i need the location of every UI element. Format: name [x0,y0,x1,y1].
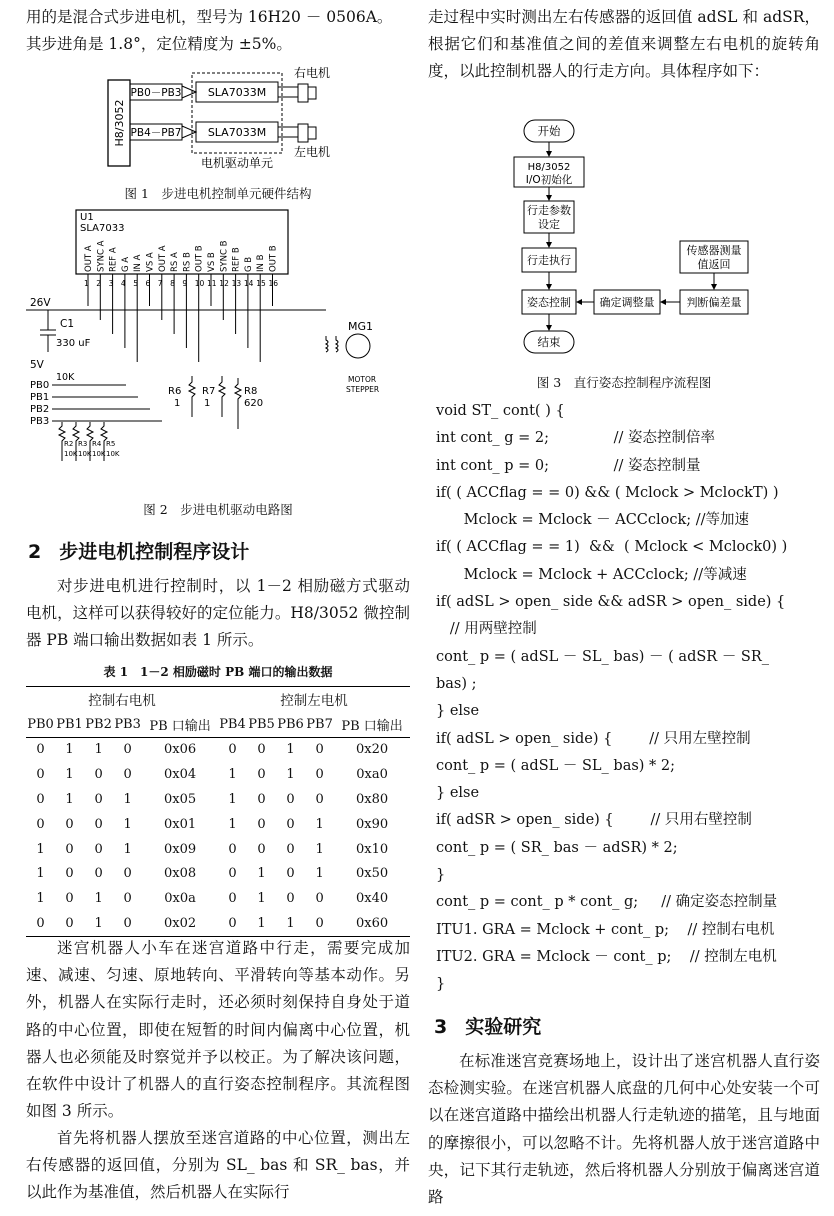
table-group-left: 控制左电机 [218,687,410,712]
table-cell: 1 [65,792,74,808]
table-cell: 0 [315,792,324,808]
r8-value: 620 [244,398,264,409]
table-cell: 0 [228,841,237,857]
left-motor-shape [298,124,308,142]
table-cell: 0x09 [163,841,197,857]
chip-pin-label: G B [243,256,254,272]
section-2-number: 2 [28,541,42,563]
port-label: PB0 [30,380,50,391]
chip-pin-label: REF A [108,247,119,272]
pull-down-resistor-label: R4 [92,440,102,448]
code-line: } [436,976,446,993]
intro-line-1: 用的是混合式步进电机，型号为 16H20 － 0506A。 [26,8,393,26]
pull-down-resistor-value: 10K [78,450,92,458]
table-cell: 0 [257,742,266,758]
driver-unit-box [192,73,282,153]
flow-init-text-1: H8/3052 [527,162,571,173]
flow-param-text-1: 行走参数 [527,204,571,217]
table-cell: 1 [315,866,324,882]
table-cell: 0x10 [355,841,389,857]
code-line: int cont_ p = 0; // 姿态控制量 [436,457,701,474]
r6-label: R6 [168,386,182,397]
chip-pin-number: 5 [133,279,138,288]
chip-pin-label: SYNC A [96,240,107,272]
r6-value: 1 [174,398,181,409]
table-cell: 0 [94,767,103,783]
table-cell: 0 [286,866,295,882]
flow-attitude-text: 姿态控制 [527,296,571,309]
chip-pin-label: VS A [145,252,156,272]
table-cell: 0x90 [355,816,389,832]
chip-pin-label: OUT A [157,245,168,272]
table-cell: 0 [55,911,84,936]
r7-value: 1 [204,398,211,409]
port-labels [30,380,162,427]
table-column-header: PB2 [84,712,113,737]
table-cell: 0x20 [355,742,389,758]
table-cell: 0x04 [163,767,197,783]
code-line: Mclock = Mclock + ACCclock; //等减速 [436,566,747,583]
chip-name: SLA7033 [80,223,125,234]
code-line: cont_ p = cont_ p * cont_ g; // 确定姿态控制量 [436,894,778,911]
pull-down-resistor-label: R2 [64,440,74,448]
code-line: } else [436,785,480,802]
chip-ref: U1 [80,212,94,223]
chip-pin-number: 7 [157,279,163,288]
section-2-title: 步进电机控制程序设计 [59,541,250,563]
table-cell: 0 [286,792,295,808]
paragraph-realtime-sensor: 走过程中实时测出左右传感器的返回值 adSL 和 adSR，根据它们和基准值之间的差值来调整左右电机的旋转角度，以此控制机器人的行走方向。具体程序如下： [428,8,820,81]
table-cell: 0 [286,891,295,907]
code-line: if( ( ACCflag = = 0) && ( Mclock > MclockT) ) [436,484,779,501]
table-row [26,886,410,911]
figure-3-flowchart [428,114,820,364]
table-cell: 0x40 [355,891,389,907]
flow-sensor-text-1: 传感器测量 [686,244,742,257]
chip-pin-number: 4 [120,279,126,288]
table-cell: 1 [94,742,103,758]
chip-pin-label: OUT B [268,245,279,272]
driver-a-label: SLA7033M [207,86,267,99]
chip-pin-number: 9 [182,279,188,288]
table-cell: 0 [36,742,45,758]
chip-pin-number: 15 [256,279,266,288]
table-cell: 1 [257,891,266,907]
code-line: int cont_ g = 2; // 姿态控制倍率 [436,430,715,447]
pull-down-resistor-label: R3 [78,440,88,448]
flow-sensor-text-2: 值返回 [697,258,731,271]
pull-down-resistor-value: 10K [106,450,120,458]
table-cell: 0 [257,792,266,808]
table-row [26,787,410,812]
motor-symbol [346,334,370,358]
table-cell: 1 [286,767,295,783]
chip-pin-number: 8 [170,279,175,288]
motor-label-1: MOTOR [348,375,377,384]
section-2-heading [28,537,249,564]
figure-2-caption: 图 2 步进电机驱动电路图 [143,502,293,517]
table-cell: 0 [228,891,237,907]
code-line: // 用两壁控制 [436,621,537,638]
table-cell: 0 [123,767,132,783]
chip-pins [84,240,279,362]
table-cell: 1 [228,816,237,832]
figure-1-caption: 图 1 步进电机控制单元硬件结构 [124,186,312,201]
code-line: Mclock = Mclock － ACCclock; //等加速 [436,512,750,529]
code-line: } else [436,703,480,720]
table-cell: 0 [65,816,74,832]
code-line: cont_ p = ( adSL － SL_ bas) * 2; [436,757,676,774]
code-line: cont_ p = ( adSL － SL_ bas) － ( adSR － SR_ [436,648,770,665]
table-cell: 1 [257,866,266,882]
chip-pin-label: IN B [256,254,267,272]
table-cell: 0 [218,911,247,936]
flow-param-text-2: 设定 [538,218,560,231]
paragraph-excitation: 对步进电机进行控制时，以 1－2 相励磁方式驱动电机，这样可以获得较好的定位能力。H8/3052 微控制器 PB 端口输出数据如表 1 所示。 [26,577,410,650]
chip-pin-label: SYNC B [219,240,230,272]
table-row [26,837,410,862]
table-cell: 0 [36,767,45,783]
table-row [26,911,410,936]
table-cell: 1 [315,841,324,857]
table-cell: 1 [36,841,45,857]
port-a-label: PB0－PB3 [130,87,182,99]
r8-label: R8 [244,386,258,397]
chip-pin-label: RS A [170,252,181,272]
c1-value: 330 uF [56,338,91,349]
figure-1-hardware-diagram [26,66,410,181]
left-motor-label: 左电机 [293,145,331,159]
table-cell: 0 [305,911,334,936]
chip-pin-number: 3 [108,279,114,288]
table-cell: 1 [228,792,237,808]
table-cell: 1 [247,911,276,936]
flow-exec-text: 行走执行 [527,254,571,267]
table-header-row [26,712,410,737]
table-row [26,812,410,837]
table-cell: 0 [94,792,103,808]
chip-pin-label: REF B [231,247,242,272]
pull-down-resistor-value: 10K [92,450,106,458]
table-cell: 0x05 [163,792,197,808]
table-cell: 1 [36,891,45,907]
intro-line-2: 其步进角是 1.8°，定位精度为 ±5%。 [26,35,292,53]
table-cell: 1 [94,891,103,907]
table-column-header: PB3 [113,712,142,737]
table-cell: 0 [65,891,74,907]
figure-2-circuit-diagram [26,206,410,491]
v26-label: 26V [30,297,51,309]
table-group-right: 控制右电机 [26,687,218,712]
pull-down-resistor-value: 10K [64,450,78,458]
table-column-header: PB 口输出 [334,712,410,737]
table-cell: 0 [26,911,55,936]
pull-down-resistors [59,422,120,461]
paragraph-experiment: 在标准迷宫竞赛场地上，设计出了迷宫机器人直行姿态检测实验。在迷宫机器人底盘的几何中心处安装一个可以在迷宫道路中描绘出机器人行走轨迹的描笔，且与地面的摩擦很小，可以忽略不计。先将机器人放于迷宫道路中央，记下其行走轨迹，然后将机器人分别放于偏离迷宫道路 [428,1052,820,1207]
flow-start-text: 开始 [537,124,561,138]
table-cell: 0 [65,866,74,882]
chip-pin-number: 16 [268,279,279,288]
table-cell: 0x0a [164,891,196,907]
table-cell: 0 [228,742,237,758]
table-column-header: PB1 [55,712,84,737]
table-row [26,762,410,787]
port-label: PB3 [30,416,50,427]
table-cell: 0 [286,841,295,857]
table-cell: 0 [315,891,324,907]
table-cell: 1 [65,742,74,758]
section-3-title: 实验研究 [465,1016,542,1038]
table-cell: 0 [315,767,324,783]
chip-pin-number: 2 [96,279,102,288]
table-cell: 0x01 [163,816,197,832]
table-cell: 1 [65,767,74,783]
table-cell: 0xa0 [356,767,388,783]
arrow-b [182,126,196,138]
table-cell: 0 [315,742,324,758]
chip-pin-label: OUT B [194,245,205,272]
table-1-title: 表 1 1－2 相励磁时 PB 端口的输出数据 [103,665,333,679]
table-cell: 1 [123,816,132,832]
table-column-header: PB6 [276,712,305,737]
table-cell: 0 [228,866,237,882]
table-cell: 1 [123,792,132,808]
table-cell: 1 [36,866,45,882]
chip-pin-number: 12 [219,279,229,288]
table-cell: 0x80 [355,792,389,808]
section-3-heading [434,1012,541,1039]
chip-pin-label: OUT A [84,245,94,272]
section-3-number: 3 [434,1016,448,1038]
table-cell: 1 [84,911,113,936]
table-cell: 0 [113,911,142,936]
chip-pin-label: G A [120,256,131,272]
table-cell: 1 [276,911,305,936]
code-line: bas) ; [436,675,477,692]
table-cell: 0x02 [142,911,218,936]
motor-label-2: STEPPER [346,385,380,394]
table-row [26,862,410,887]
table-cell: 0 [257,841,266,857]
chip-pin-number: 11 [207,279,217,288]
flow-adjust-text: 确定调整量 [599,296,655,309]
table-body [26,737,410,936]
table-cell: 0x06 [163,742,197,758]
chip-pin-label: VS B [207,252,217,272]
table-cell: 1 [315,816,324,832]
table-cell: 0 [94,841,103,857]
code-line: if( adSL > open_ side && adSR > open_ side) { [436,594,786,611]
table-column-header: PB5 [247,712,276,737]
table-cell: 0 [94,816,103,832]
chip-pin-label: IN A [133,254,144,272]
table-cell: 0 [123,742,132,758]
flow-end-text: 结束 [537,335,561,349]
chip-pin-number: 10 [194,279,205,288]
v5-label: 5V [30,359,44,371]
chip-pin-number: 14 [243,279,254,288]
chip-pin-number: 1 [84,279,89,288]
flow-judge-text: 判断偏差量 [686,296,742,309]
table-cell: 0 [36,816,45,832]
flow-init-text-2: I/O初始化 [525,174,573,186]
code-line: ITU2. GRA = Mclock － cont_ p; // 控制左电机 [436,948,777,965]
table-cell: 1 [228,767,237,783]
table-cell: 0 [257,816,266,832]
chip-pin-number: 6 [145,279,151,288]
table-1 [26,686,410,937]
driver-unit-label: 电机驱动单元 [200,156,274,170]
mcu-label: H8/3052 [113,99,126,147]
figure-3-caption: 图 3 直行姿态控制程序流程图 [536,375,712,390]
table-cell: 0 [123,866,132,882]
code-line: void ST_ cont( ) { [436,403,565,419]
table-cell: 0 [36,792,45,808]
r-pb0-value: 10K [56,372,75,383]
port-label: PB2 [30,404,50,415]
chip-pin-label: RS B [182,252,193,272]
arrow-a [182,86,196,98]
motor-ref: MG1 [348,320,374,333]
code-line: } [436,867,446,884]
table-cell: 0 [257,767,266,783]
chip-pin-number: 13 [231,279,242,288]
table-cell: 0x50 [355,866,389,882]
port-b-label: PB4－PB7 [130,127,182,139]
table-cell: 0 [286,816,295,832]
code-line: if( adSL > open_ side) { // 只用左壁控制 [436,730,751,747]
paragraph-maze-robot: 迷宫机器人小车在迷宫道路中行走，需要完成加速、减速、匀速、原地转向、平滑转向等基本动作。另外，机器人在实际行走时，还必须时刻保持自身处于道路的中心位置，即使在短暂的时间内偏离中心位置，机器人也必须能及时察觉并予以校正。为了解决该问题，在软件中设计了机器人的直行姿态控制程序。其流程图如图 3 所示。 [26,939,410,1121]
table-cell: 0 [94,866,103,882]
code-line: if( adSR > open_ side) { // 只用右壁控制 [436,812,752,829]
table-cell: 1 [286,742,295,758]
code-line: ITU1. GRA = Mclock + cont_ p; // 控制右电机 [436,921,775,938]
right-motor-label: 右电机 [293,66,331,80]
table-column-header: PB7 [305,712,334,737]
r7-label: R7 [202,386,216,397]
port-label: PB1 [30,392,50,403]
table-column-header: PB 口输出 [142,712,218,737]
code-block [436,398,787,999]
code-line: if( ( ACCflag = = 1) && ( Mclock < Mclock0) ) [436,539,788,556]
driver-b-label: SLA7033M [207,126,267,139]
paragraph-sensor-baseline: 首先将机器人摆放至迷宫道路的中心位置，测出左右传感器的返回值，分别为 SL_ bas 和 SR_ bas，并以此作为基准值，然后机器人在实际行 [26,1129,410,1202]
code-line: cont_ p = ( SR_ bas － adSR) * 2; [436,839,678,856]
table-cell: 0x60 [334,911,410,936]
table-column-header: PB4 [218,712,247,737]
pull-down-resistor-label: R5 [106,440,116,448]
c1-label: C1 [60,318,75,330]
table-column-header: PB0 [26,712,55,737]
table-row [26,737,410,762]
table-cell: 0 [65,841,74,857]
right-motor-shape [298,84,308,102]
table-cell: 1 [123,841,132,857]
table-cell: 0 [123,891,132,907]
table-cell: 0x08 [163,866,197,882]
